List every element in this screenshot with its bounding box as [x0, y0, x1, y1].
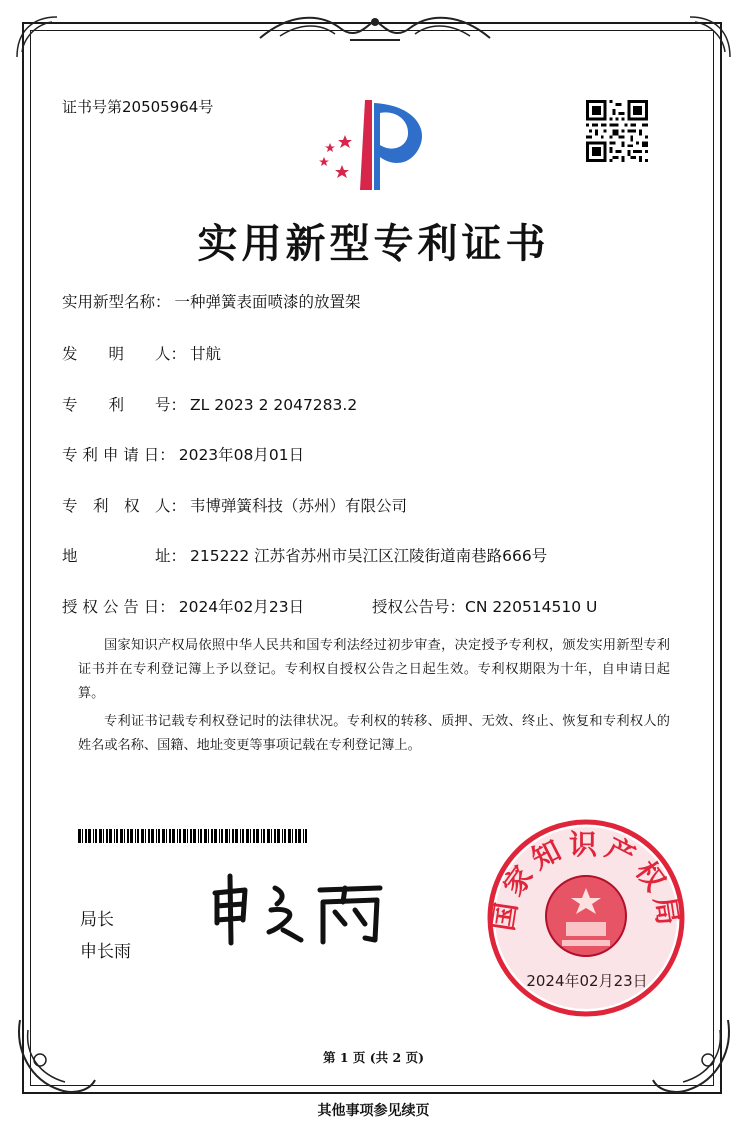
barcode-bar — [114, 829, 115, 843]
barcode-bar — [135, 829, 136, 843]
barcode-bar — [214, 829, 217, 843]
barcode-bar — [240, 829, 241, 843]
field-patentee-label: 专 利 权 人： — [62, 497, 187, 515]
field-inventor — [62, 342, 221, 364]
field-patent-no — [62, 393, 357, 415]
barcode-bar — [109, 829, 112, 843]
body-paragraph-1: 国家知识产权局依照中华人民共和国专利法经过初步审查，决定授予专利权，颁发实用新型专利证书并在专利登记簿上予以登记。专利权自授权公告之日起生效。专利权期限为十年，自申请日起算。 — [78, 638, 670, 701]
barcode-bar — [274, 829, 276, 843]
barcode-bar — [250, 829, 251, 843]
field-grant-date-label: 授 权 公 告 日： — [62, 598, 175, 616]
field-patentee — [62, 494, 407, 516]
continued-note: 其他事项参见续页 — [317, 1103, 430, 1119]
field-grant-date-value: 2024年02月23日 — [178, 598, 305, 616]
barcode-bar — [88, 829, 91, 843]
field-patent-no-value: ZL 2023 2 2047283.2 — [190, 396, 358, 414]
barcode-bar — [295, 829, 297, 843]
barcode-bar — [303, 829, 304, 843]
barcode-bar — [292, 829, 293, 843]
barcode-bar — [82, 829, 83, 843]
field-inventor-value: 甘航 — [190, 345, 222, 363]
barcode-bar — [208, 829, 209, 843]
field-inventor-label: 发 明 人： — [62, 345, 187, 363]
field-patent-no-label: 专 利 号： — [62, 396, 187, 414]
page-number: 第 1 页 (共 2 页) — [323, 1050, 424, 1065]
field-address-value: 215222 江苏省苏州市吴江区江陵街道南巷路666号 — [190, 547, 548, 565]
top-ornament — [250, 8, 500, 48]
barcode-bar — [190, 829, 192, 843]
field-filing-date — [62, 443, 304, 465]
barcode-bar — [305, 829, 307, 843]
barcode-bar — [263, 829, 265, 843]
barcode-bar — [124, 829, 125, 843]
barcode-bar — [99, 829, 102, 843]
barcode-bar — [282, 829, 283, 843]
barcode-bar — [166, 829, 167, 843]
corner-ornament-top-left — [12, 12, 62, 62]
director-title: 局长 — [80, 910, 114, 930]
field-address — [62, 544, 547, 566]
seal-text: 国家知识产权局 — [486, 828, 686, 934]
barcode-bar — [277, 829, 280, 843]
barcode-bar — [211, 829, 213, 843]
field-grant-no-value: CN 220514510 U — [465, 598, 598, 616]
barcode-bar — [106, 829, 108, 843]
barcode-bar — [120, 829, 123, 843]
barcode-bar — [162, 829, 165, 843]
barcode-bar — [253, 829, 255, 843]
barcode-bar — [235, 829, 238, 843]
barcode-bar — [85, 829, 87, 843]
barcode-bar — [151, 829, 154, 843]
barcode-bar — [193, 829, 196, 843]
barcode-bar — [204, 829, 207, 843]
handwritten-signature — [205, 868, 395, 948]
certificate-number: 证书号第20505964号 — [62, 98, 214, 116]
barcode-bar — [232, 829, 234, 843]
barcode-bar — [169, 829, 171, 843]
qr-code — [586, 100, 648, 162]
barcode-bar — [158, 829, 160, 843]
field-model-name-label: 实用新型名称： — [62, 293, 171, 311]
field-grant-no — [372, 595, 597, 617]
barcode-bar — [246, 829, 249, 843]
field-grant-date — [62, 595, 304, 617]
corner-ornament-top-right — [685, 12, 735, 62]
barcode-bar — [179, 829, 181, 843]
barcode-bar — [229, 829, 230, 843]
barcode-bar — [172, 829, 175, 843]
barcode-bar — [95, 829, 97, 843]
field-grant-no-label: 授权公告号： — [372, 598, 466, 616]
cnipa-logo — [300, 95, 440, 195]
field-patentee-value: 韦博弹簧科技（苏州）有限公司 — [190, 497, 408, 515]
barcode-bar — [267, 829, 270, 843]
seal-date: 2024年02月23日 — [526, 972, 648, 990]
barcode-bar — [141, 829, 144, 843]
barcode-bar — [221, 829, 223, 843]
barcode-bar — [156, 829, 157, 843]
body-paragraph-2: 专利证书记载专利权登记时的法律状况。专利权的转移、质押、无效、终止、恢复和专利权人的姓名或名称、国籍、地址变更等事项记载在专利登记簿上。 — [78, 714, 670, 753]
director-name: 申长雨 — [80, 942, 131, 962]
barcode-bar — [137, 829, 139, 843]
barcode-bar — [256, 829, 259, 843]
barcode-bar — [225, 829, 228, 843]
barcode — [78, 829, 308, 843]
barcode-bar — [127, 829, 129, 843]
barcode-bar — [187, 829, 188, 843]
barcode-bar — [198, 829, 199, 843]
barcode-bar — [116, 829, 118, 843]
field-address-label: 地 址： — [62, 547, 187, 565]
barcode-bar — [284, 829, 286, 843]
field-filing-date-value: 2023年08月01日 — [178, 446, 305, 464]
barcode-bar — [103, 829, 104, 843]
barcode-bar — [200, 829, 202, 843]
barcode-bar — [93, 829, 94, 843]
field-model-name-value: 一种弹簧表面喷漆的放置架 — [174, 293, 361, 311]
barcode-bar — [288, 829, 291, 843]
barcode-bar — [261, 829, 262, 843]
barcode-bar — [130, 829, 133, 843]
certificate-title: 实用新型专利证书 — [197, 220, 550, 267]
field-model-name — [62, 290, 361, 312]
barcode-bar — [298, 829, 301, 843]
barcode-bar — [177, 829, 178, 843]
barcode-bar — [183, 829, 186, 843]
field-filing-date-label: 专 利 申 请 日： — [62, 446, 175, 464]
barcode-bar — [242, 829, 244, 843]
barcode-bar — [78, 829, 81, 843]
barcode-bar — [219, 829, 220, 843]
barcode-bar — [145, 829, 146, 843]
barcode-bar — [148, 829, 150, 843]
barcode-bar — [271, 829, 272, 843]
